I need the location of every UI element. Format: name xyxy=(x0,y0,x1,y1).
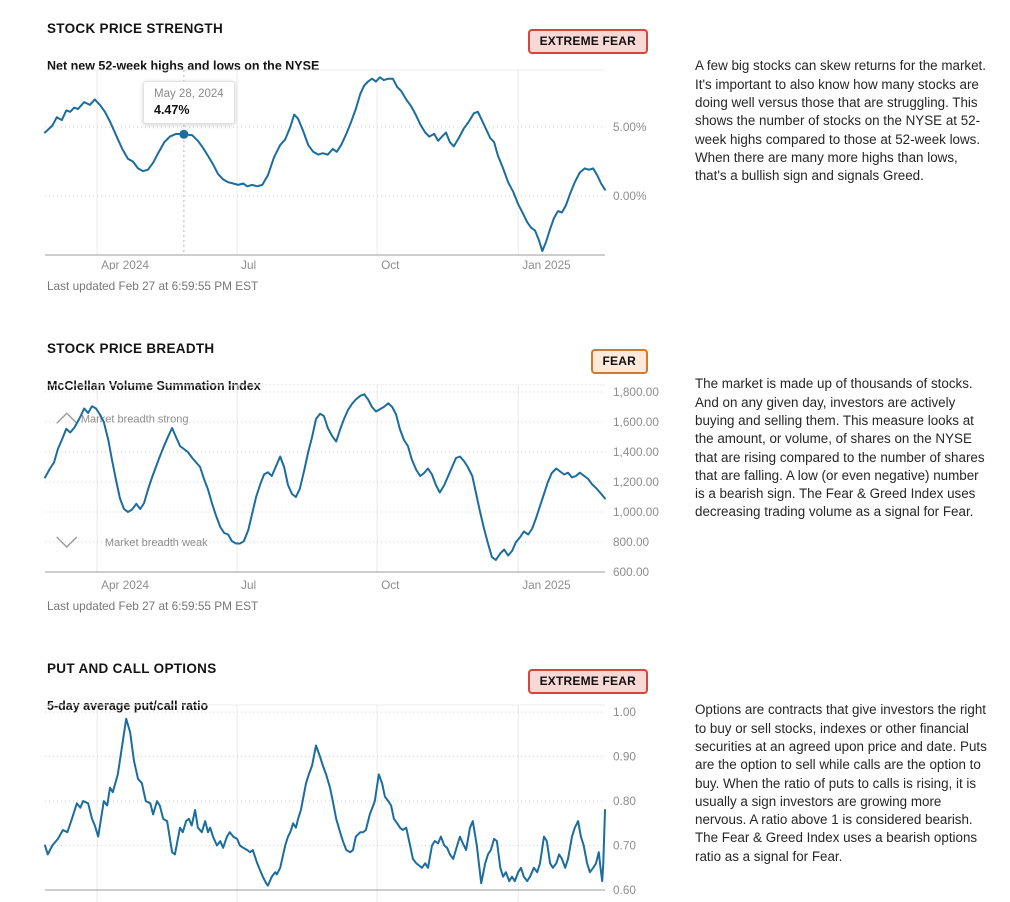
chart-annotation-label: Market breadth weak xyxy=(104,537,208,550)
y-tick-label: 0.90 xyxy=(613,749,636,764)
sentiment-badge: EXTREME FEAR xyxy=(528,29,648,54)
y-tick-label: 0.80 xyxy=(613,794,636,809)
chart-subtitle: Net new 52-week highs and lows on the NYSE xyxy=(47,58,320,73)
y-tick-label: 1,000.00 xyxy=(613,505,659,520)
y-tick-label: 1.00 xyxy=(613,705,636,720)
section-description: A few big stocks can skew returns for the market. It's important to also know how many stocks are doing well versus those that are struggling. This shows the number of stocks on the NYSE at 52-week highs compared to those at 52-week lows. When there are many more highs than lows, that's a bullish sign and signals Greed. xyxy=(695,58,986,184)
x-tick-label: Apr 2024 xyxy=(101,258,149,270)
line-chart-svg xyxy=(40,378,660,608)
last-updated: Last updated Feb 27 at 6:59:55 PM EST xyxy=(47,599,259,613)
last-updated: Last updated Feb 27 at 6:59:55 PM EST xyxy=(47,279,259,293)
y-tick-label: 800.00 xyxy=(613,535,650,550)
y-tick-label: 1,200.00 xyxy=(613,475,659,490)
data-line xyxy=(45,719,605,886)
x-tick-label: Oct xyxy=(381,578,400,592)
y-tick-label: 5.00% xyxy=(613,119,647,134)
stock-price-strength-chart[interactable] xyxy=(40,62,660,275)
section-title: STOCK PRICE BREADTH xyxy=(47,341,215,357)
stock-price-breadth-chart[interactable] xyxy=(40,378,660,613)
chart-subtitle: 5-day average put/call ratio xyxy=(47,698,209,713)
hover-marker-dot xyxy=(179,130,188,139)
section-description: Options are contracts that give investors the right to buy or sell stocks, indexes or other financial securities at an agreed upon price and date. Puts are the option to sell while calls are the option to buy. When the ratio of puts to calls is rising, it is usually a sign investors are growing more nervous. A ratio above 1 is considered bearish. The Fear & Greed Index uses a bearish options ratio as a signal for Fear. xyxy=(695,702,987,864)
x-tick-label: Jan 2025 xyxy=(522,578,571,592)
chart-subtitle: McClellan Volume Summation Index xyxy=(47,378,261,393)
y-tick-label: 1,800.00 xyxy=(613,385,659,400)
section-title: PUT AND CALL OPTIONS xyxy=(47,661,217,677)
chart-tooltip xyxy=(143,81,235,124)
tooltip-value: 4.47% xyxy=(154,103,190,117)
sentiment-badge: FEAR xyxy=(591,349,648,374)
tooltip-date: May 28, 2024 xyxy=(154,88,224,100)
section-title: STOCK PRICE STRENGTH xyxy=(47,21,224,37)
x-tick-label: Jul xyxy=(241,258,257,270)
x-tick-label: Apr 2024 xyxy=(101,578,149,592)
line-chart-svg xyxy=(40,698,660,902)
y-tick-label: 600.00 xyxy=(613,565,650,579)
section-stock-price-breadth xyxy=(0,330,1010,650)
y-tick-label: 1,600.00 xyxy=(613,415,659,430)
section-description: The market is made up of thousands of stocks. And on any given day, investors are actively buying and selling them. This measure looks at the amount, or volume, of shares on the NYSE that are rising compared to the number of shares that are falling. A low (or even negative) number is a bearish sign. The Fear & Greed Index uses decreasing trading volume as a signal for Fear. xyxy=(695,376,985,520)
x-tick-label: Jul xyxy=(241,578,257,592)
data-line xyxy=(45,77,605,251)
chart-annotation-label: Market breadth strong xyxy=(80,413,189,426)
put-call-ratio-chart[interactable] xyxy=(40,698,660,902)
y-tick-label: 1,400.00 xyxy=(613,445,659,460)
y-tick-label: 0.60 xyxy=(613,883,636,897)
section-put-and-call-options xyxy=(0,650,1010,902)
y-tick-label: 0.00% xyxy=(613,188,647,203)
sentiment-badge: EXTREME FEAR xyxy=(528,669,648,694)
x-tick-label: Jan 2025 xyxy=(522,258,571,270)
line-chart-svg xyxy=(40,62,660,270)
section-stock-price-strength xyxy=(0,10,1010,330)
x-tick-label: Oct xyxy=(381,258,400,270)
y-tick-label: 0.70 xyxy=(613,838,636,853)
